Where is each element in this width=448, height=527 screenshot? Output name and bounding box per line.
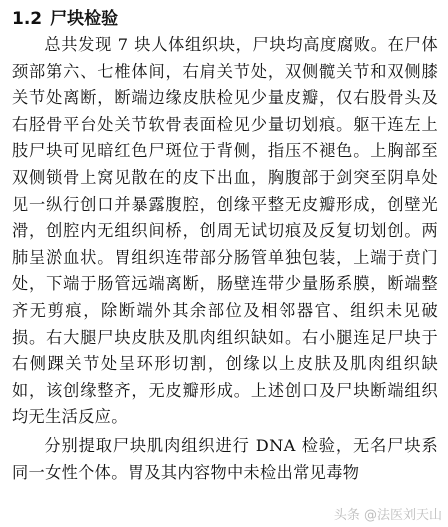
section-number: 1.2 (12, 9, 43, 29)
paragraph-1: 总共发现 7 块人体组织块，尸块均高度腐败。在尸体颈部第六、七椎体间，右肩关节处，双侧髋关节和双侧膝关节处离断，断端边缘皮肤检见少量皮瓣，仅右股骨头及右胫骨平台处关节软骨表面检见少量切划痕。躯干连左上肢尸块可见暗红色尸斑位于背侧，指压不褪色。上胸部至双侧锁骨上窝见散在的皮下出血，胸腹部于剑突至阴阜处见一纵行创口并暴露腹腔，创缘平整无皮瓣形成，创壁光滑，创腔内无组织间桥，创周无试切痕及反复切划创。两肺呈淤血状。胃组织连带部分肠管单独包装，上端于贲门处，下端于肠管远端离断，肠壁连带少量肠系膜，断端整齐无剪痕，除断端外其余部位及相邻器官、组织未见破损。右大腿尸块皮肤及肌肉组织缺如。右小腿连足尸块于右侧踝关节处呈环形切割，创缘以上皮肤及肌肉组织缺如，该创缘整齐，无皮瓣形成。上述创口及尸块断端组织均无生活反应。 (12, 35, 438, 427)
watermark: 头条 @法医刘天山 (333, 508, 442, 523)
section-heading (12, 8, 438, 32)
section-title: 尸块检验 (50, 9, 119, 29)
paragraph-2: 分别提取尸块肌肉组织进行 DNA 检验，无名尸块系同一女性个体。胃及其内容物中未检出常见毒物 (12, 435, 438, 482)
